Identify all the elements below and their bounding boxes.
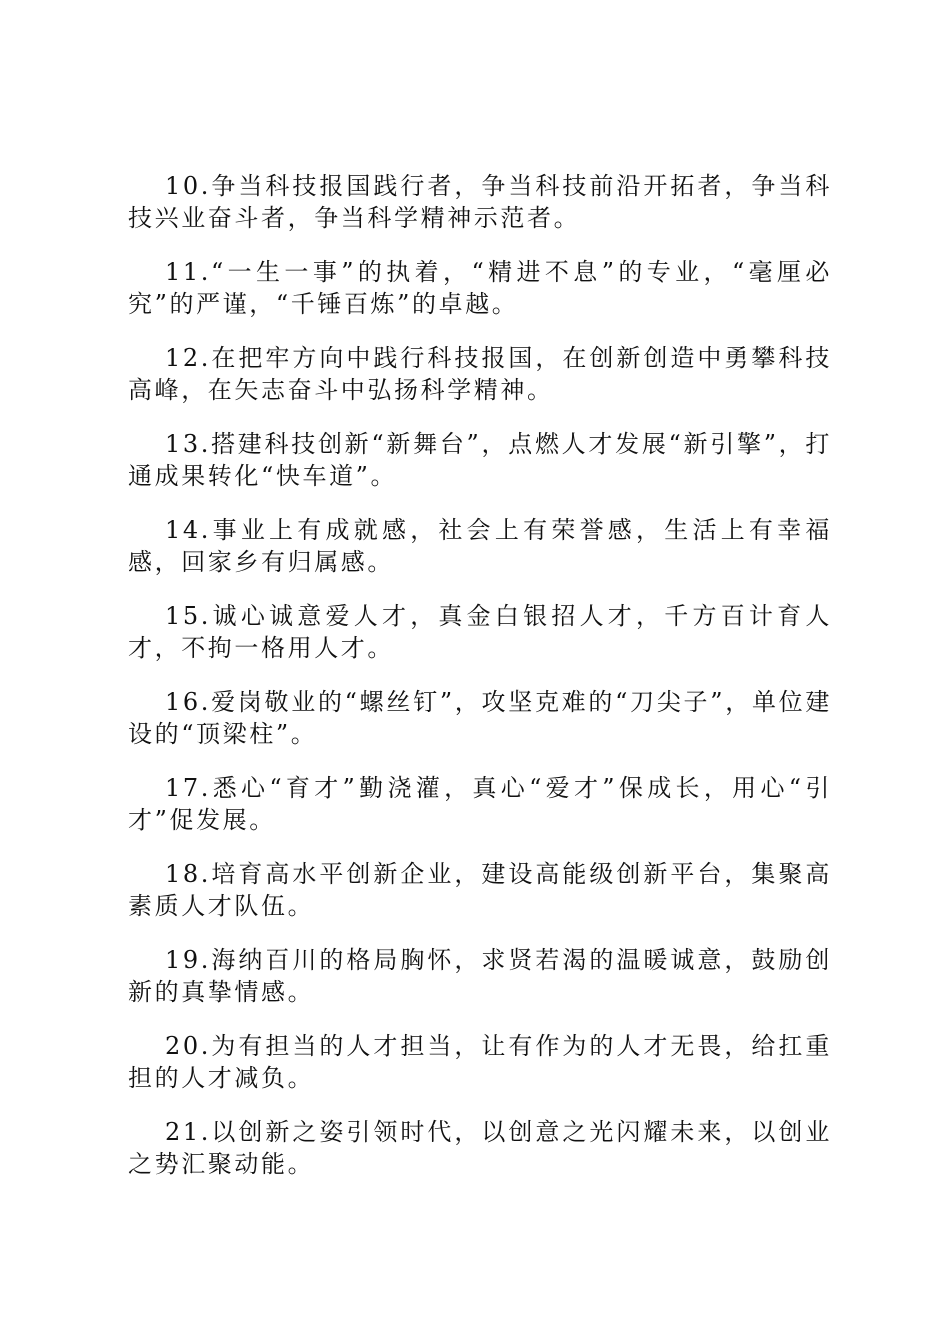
- slogan-item-13: 13.搭建科技创新“新舞台”，点燃人才发展“新引擎”，打通成果转化“快车道”。: [128, 430, 832, 490]
- slogan-list: [128, 170, 832, 1202]
- slogan-item-18: 18.培育高水平创新企业，建设高能级创新平台，集聚高素质人才队伍。: [128, 860, 832, 920]
- slogan-item-11: 11.“一生一事”的执着，“精进不息”的专业，“毫厘必究”的严谨，“千锤百炼”的卓越。: [128, 258, 832, 318]
- slogan-item-12: 12.在把牢方向中践行科技报国，在创新创造中勇攀科技高峰，在矢志奋斗中弘扬科学精神。: [128, 344, 832, 404]
- slogan-item-16: 16.爱岗敬业的“螺丝钉”，攻坚克难的“刀尖子”，单位建设的“顶梁柱”。: [128, 688, 832, 748]
- slogan-item-17: 17.悉心“育才”勤浇灌，真心“爱才”保成长，用心“引才”促发展。: [128, 774, 832, 834]
- slogan-item-10: 10.争当科技报国践行者，争当科技前沿开拓者，争当科技兴业奋斗者，争当科学精神示范者。: [128, 172, 832, 232]
- slogan-item-19: 19.海纳百川的格局胸怀，求贤若渴的温暖诚意，鼓励创新的真挚情感。: [128, 946, 832, 1006]
- slogan-item-21: 21.以创新之姿引领时代，以创意之光闪耀未来，以创业之势汇聚动能。: [128, 1118, 832, 1178]
- slogan-item-15: 15.诚心诚意爱人才，真金白银招人才，千方百计育人才，不拘一格用人才。: [128, 602, 832, 662]
- slogan-item-20: 20.为有担当的人才担当，让有作为的人才无畏，给扛重担的人才减负。: [128, 1032, 832, 1092]
- slogan-item-14: 14.事业上有成就感，社会上有荣誉感，生活上有幸福感，回家乡有归属感。: [128, 516, 832, 576]
